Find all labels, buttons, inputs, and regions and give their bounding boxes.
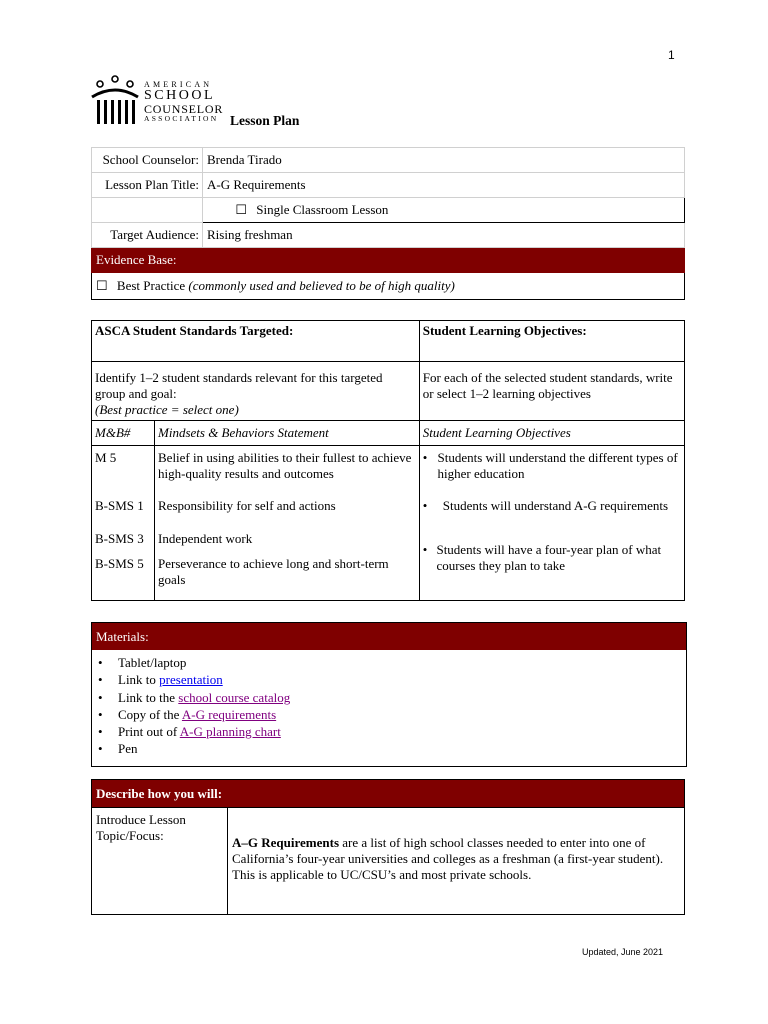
presentation-link[interactable]: presentation [159,672,223,688]
footer-updated: Updated, June 2021 [582,947,664,957]
asca-logo [90,75,230,129]
material-text: Link to [118,672,160,688]
materials-list [92,654,686,758]
page-number: 1 [668,48,675,62]
code-item: B-SMS 5 [95,556,144,571]
audience-value: Rising freshman [203,223,685,248]
codes-cell [92,446,155,601]
code-item: M 5 [95,450,117,465]
bullet-icon: • [98,724,103,740]
evidence-cell [92,273,685,300]
bullet-icon: • [98,672,103,688]
bullet-icon: • [98,741,103,757]
list-item [98,689,686,706]
objective-item [423,450,681,498]
statement-item: Perseverance to achieve long and short-term goals [158,556,389,587]
instructions-left-note: (Best practice = select one) [95,402,239,417]
evidence-row [92,273,685,300]
list-item [98,723,686,740]
bullet-icon: • [422,498,428,513]
title-label: Lesson Plan Title: [92,173,203,198]
introduce-row [92,808,685,915]
evidence-value: Best Practice [116,278,186,293]
standards-header-row [92,321,685,362]
objective-text: Students will understand A-G requirements [442,498,669,513]
objective-text: Students will understand the different types of higher education [437,450,678,481]
material-text: Print out of [118,724,180,740]
ag-planning-chart-link[interactable]: A-G planning chart [179,724,281,740]
statement-item: Independent work [158,531,253,546]
logo-line-american: AMERICAN [144,80,213,89]
evidence-note: (commonly used and believed to be of high quality) [188,278,455,293]
bullet-icon: • [422,450,428,465]
title-value: A-G Requirements [203,173,685,198]
material-text: Tablet/laptop [118,655,187,670]
bullet-icon: • [98,706,103,722]
objective-item [423,542,681,574]
col-statement-header: Mindsets & Behaviors Statement [155,421,420,446]
materials-header: Materials: [92,623,686,650]
evidence-checkbox[interactable]: ☐ [96,278,108,293]
standards-body-row [92,446,685,601]
lesson-type-checkbox[interactable]: ☐ [235,202,247,217]
statement-item: Belief in using abilities to their fullest to achieve high-quality results and outcomes [158,450,412,481]
introduce-bold-term: A–G Requirements [232,835,340,850]
list-item [98,671,686,688]
logo-line-school: SCHOOL [144,88,216,103]
list-item [98,654,686,671]
material-text: Link to the [118,689,179,705]
instructions-left-text: Identify 1–2 student standards relevant for this targeted group and goal: [95,370,383,401]
col-code-header: M&B# [92,421,155,446]
lesson-type-row [92,198,685,223]
evidence-header-row [92,248,685,273]
standards-table [91,320,685,601]
evidence-header: Evidence Base: [92,248,685,273]
counselor-label: School Counselor: [92,148,203,173]
bullet-icon: • [98,689,103,705]
statement-item: Responsibility for self and actions [158,498,336,513]
standards-header-right: Student Learning Objectives: [419,321,684,362]
code-item: B-SMS 3 [95,531,144,546]
course-catalog-link[interactable]: school course catalog [178,689,291,705]
materials-section [91,622,687,767]
lesson-type-label [92,198,203,223]
col-objectives-header: Student Learning Objectives [419,421,684,446]
lesson-info-table [91,147,685,300]
bullet-icon: • [422,542,428,557]
describe-table [91,779,685,915]
introduce-text: are a list of high school classes needed to enter into one of California’s four-year universities and colleges as a freshman (a first-year student). This is applicable to UC/CSU’s and most private schools. [232,835,664,882]
standards-instructions-row [92,362,685,421]
objectives-cell [419,446,684,601]
lesson-type-cell [203,198,685,223]
introduce-label: Introduce Lesson Topic/Focus: [92,808,228,915]
counselor-row [92,148,685,173]
ag-requirements-link[interactable]: A-G requirements [181,706,277,722]
logo-line-association: ASSOCIATION [144,114,219,123]
describe-header: Describe how you will: [92,780,685,808]
code-item: B-SMS 1 [95,498,144,513]
audience-label: Target Audience: [92,223,203,248]
statements-cell [155,446,420,601]
asca-logo-icon [90,75,142,129]
title-row [92,173,685,198]
objective-text: Students will have a four-year plan of what courses they plan to take [436,542,662,573]
material-text: Pen [118,741,138,757]
list-item [98,740,686,757]
lesson-type-value: Single Classroom Lesson [256,202,389,217]
standards-instructions-left [92,362,420,421]
logo-line-counselor: COUNSELOR [144,102,224,116]
counselor-value: Brenda Tirado [203,148,685,173]
material-text: Copy of the [118,706,182,722]
bullet-icon: • [98,655,103,670]
objective-item [423,498,681,542]
describe-header-row [92,780,685,808]
standards-column-row [92,421,685,446]
list-item [98,706,686,723]
audience-row [92,223,685,248]
standards-header-left: ASCA Student Standards Targeted: [92,321,420,362]
introduce-content [228,808,685,915]
document-title: Lesson Plan [230,113,300,128]
standards-instructions-right: For each of the selected student standards, write or select 1–2 learning objectives [419,362,684,421]
